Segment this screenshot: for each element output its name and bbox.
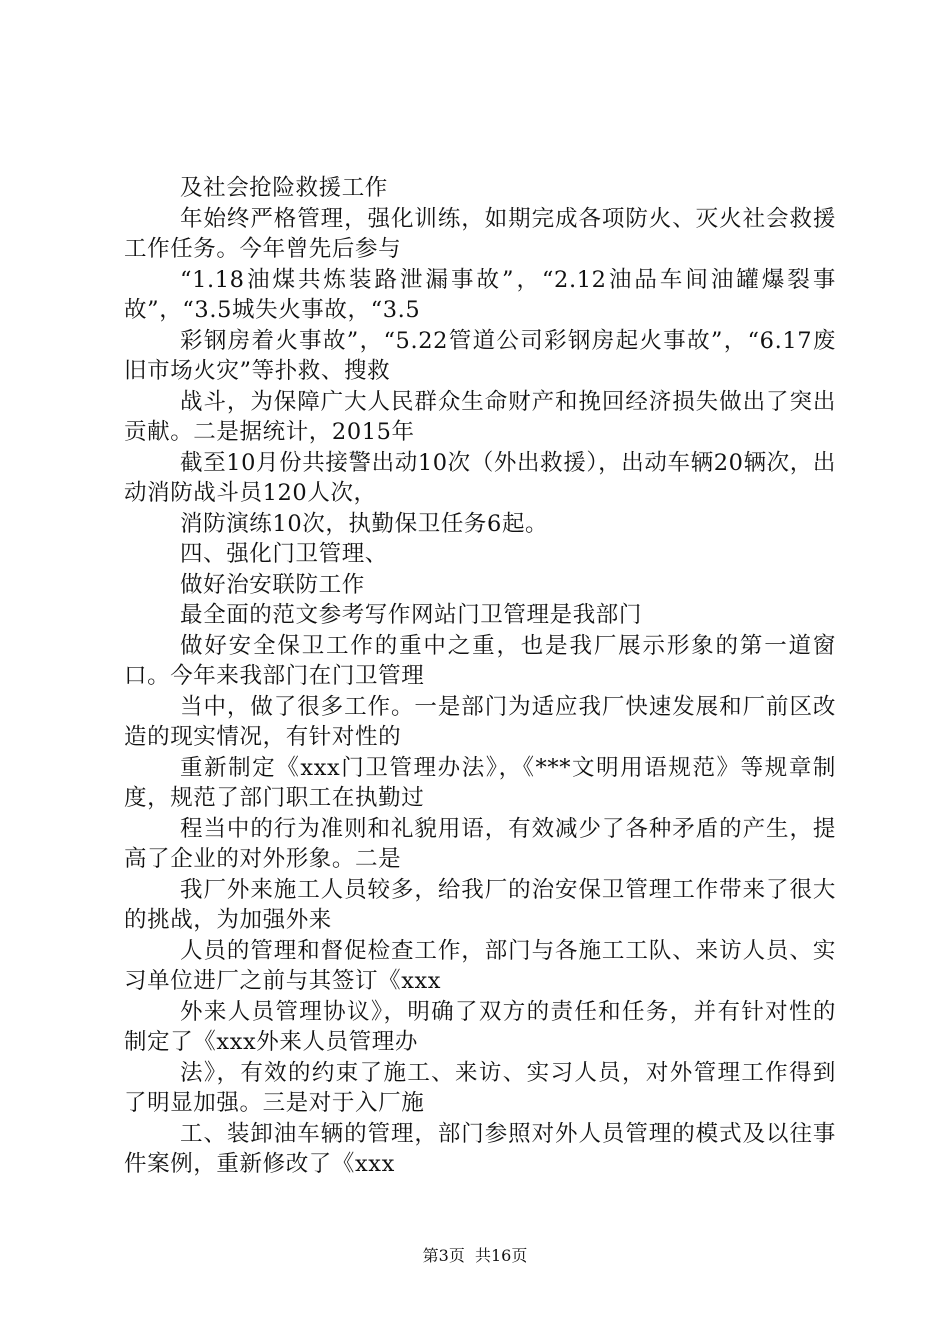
document-body: [124, 173, 836, 1180]
section-heading: 做好治安联防工作: [180, 571, 365, 598]
page-number: 第3页 共16页: [422, 1246, 528, 1265]
paragraph: 年始终严格管理，强化训练，如期完成各项防火、灭火社会救援工作任务。今年曾先后参与: [124, 205, 836, 262]
paragraph: 战斗，为保障广大人民群众生命财产和挽回经济损失做出了突出贡献。二是据统计，2015年: [124, 388, 836, 445]
paragraph: 及社会抢险救援工作: [180, 175, 388, 201]
paragraph: 截至10月份共接警出动10次（外出救援），出动车辆20辆次，出动消防战斗员120人次，: [124, 449, 836, 506]
paragraph: 人员的管理和督促检查工作，部门与各施工工队、来访人员、实习单位进厂之前与其签订《xxx: [124, 937, 836, 994]
section-heading: 四、强化门卫管理、: [180, 541, 388, 567]
paragraph: 消防演练10次，执勤保卫任务6起。: [180, 510, 549, 537]
paragraph: 最全面的范文参考写作网站门卫管理是我部门: [180, 602, 643, 628]
paragraph: 当中，做了很多工作。一是部门为适应我厂快速发展和厂前区改造的现实情况，有针对性的: [124, 693, 836, 750]
paragraph: 做好安全保卫工作的重中之重，也是我厂展示形象的第一道窗口。今年来我部门在门卫管理: [124, 632, 836, 689]
paragraph: 彩钢房着火事故”，“5.22管道公司彩钢房起火事故”，“6.17废旧市场火灾”等扑救、搜救: [124, 327, 836, 384]
paragraph: “1.18油煤共炼装路泄漏事故”，“2.12油品车间油罐爆裂事故”，“3.5城失火事故，“3.5: [124, 266, 836, 323]
paragraph: 我厂外来施工人员较多，给我厂的治安保卫管理工作带来了很大的挑战，为加强外来: [124, 876, 836, 933]
paragraph: 重新制定《xxx门卫管理办法》，《***文明用语规范》等规章制度，规范了部门职工在执勤过: [124, 754, 836, 811]
paragraph: 法》，有效的约束了施工、来访、实习人员，对外管理工作得到了明显加强。三是对于入厂施: [124, 1059, 836, 1116]
paragraph: 程当中的行为准则和礼貌用语，有效减少了各种矛盾的产生，提高了企业的对外形象。二是: [124, 815, 836, 872]
paragraph: 外来人员管理协议》，明确了双方的责任和任务，并有针对性的制定了《xxx外来人员管理办: [124, 998, 836, 1055]
paragraph: 工、装卸油车辆的管理，部门参照对外人员管理的模式及以往事件案例，重新修改了《xxx: [124, 1120, 836, 1177]
page-footer: [0, 1246, 950, 1266]
